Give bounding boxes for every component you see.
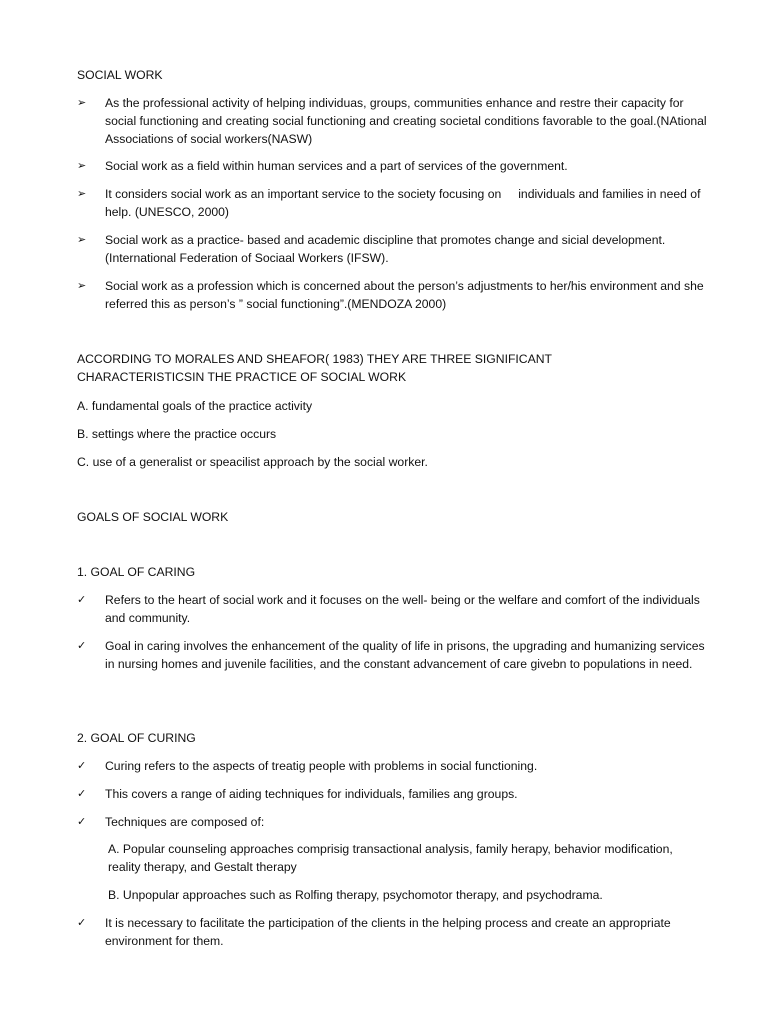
list-item-text: As the professional activity of helping individuas, groups, communities enhance and restre their capacity for social functioning and creating social functioning and creating societal conditions favorable to the goal.(NAtional Associations of social workers(NASW) <box>105 96 707 146</box>
list-item-text: Social work as a field within human services and a part of services of the government. <box>105 159 568 173</box>
list-item-text: This covers a range of aiding techniques for individuals, families ang groups. <box>105 787 518 801</box>
list-item-text: Social work as a profession which is concerned about the person’s adjustments to her/his environment and she referred this as person’s ” social functioning”.(MENDOZA 2000) <box>105 279 704 311</box>
section-title-characteristics: ACCORDING TO MORALES AND SHEAFOR( 1983) THEY ARE THREE SIGNIFICANT CHARACTERISTICSIN THE PRACTICE OF SOCIAL WORK <box>77 352 552 384</box>
section-title-social-work: SOCIAL WORK <box>77 68 163 82</box>
list-item-text: Techniques are composed of: <box>105 815 265 829</box>
arrow-bullet-icon: ➢ <box>77 233 87 246</box>
checkmark-icon: ✓ <box>77 815 87 828</box>
checkmark-icon: ✓ <box>77 759 87 772</box>
checkmark-icon: ✓ <box>77 916 87 929</box>
list-item-text: Social work as a practice- based and academic discipline that promotes change and sicial development.(International Federation of Sociaal Workers (IFSW). <box>105 233 666 265</box>
list-item-text: Refers to the heart of social work and it focuses on the well- being or the welfare and comfort of the individuals and community. <box>105 593 700 625</box>
sub-list-item: A. Popular counseling approaches comprisig transactional analysis, family herapy, behavior modification, reality therapy, and Gestalt therapy <box>108 842 673 874</box>
goal-curing-title: 2. GOAL OF CURING <box>77 731 196 745</box>
list-item-text: Goal in caring involves the enhancement of the quality of life in prisons, the upgrading and humanizing services in nursing homes and juvenile facilities, and the constant advancement of care givebn to populations in need. <box>105 639 705 671</box>
arrow-bullet-icon: ➢ <box>77 187 87 200</box>
list-item-text: It is necessary to facilitate the participation of the clients in the helping process and create an appropriate environment for them. <box>105 916 671 948</box>
list-item: C. use of a generalist or speacilist approach by the social worker. <box>77 455 428 469</box>
checkmark-icon: ✓ <box>77 639 87 652</box>
checkmark-icon: ✓ <box>77 787 87 800</box>
goal-caring-title: 1. GOAL OF CARING <box>77 565 196 579</box>
arrow-bullet-icon: ➢ <box>77 96 87 109</box>
list-item-text: It considers social work as an important service to the society focusing on individuals and families in need of help. (UNESCO, 2000) <box>105 187 704 219</box>
section-title-goals: GOALS OF SOCIAL WORK <box>77 510 229 524</box>
sub-list-item: B. Unpopular approaches such as Rolfing therapy, psychomotor therapy, and psychodrama. <box>108 888 603 902</box>
list-item: B. settings where the practice occurs <box>77 427 277 441</box>
arrow-bullet-icon: ➢ <box>77 279 87 292</box>
list-item: A. fundamental goals of the practice activity <box>77 399 313 413</box>
list-item-text: Curing refers to the aspects of treatig people with problems in social functioning. <box>105 759 538 773</box>
arrow-bullet-icon: ➢ <box>77 159 87 172</box>
checkmark-icon: ✓ <box>77 593 87 606</box>
